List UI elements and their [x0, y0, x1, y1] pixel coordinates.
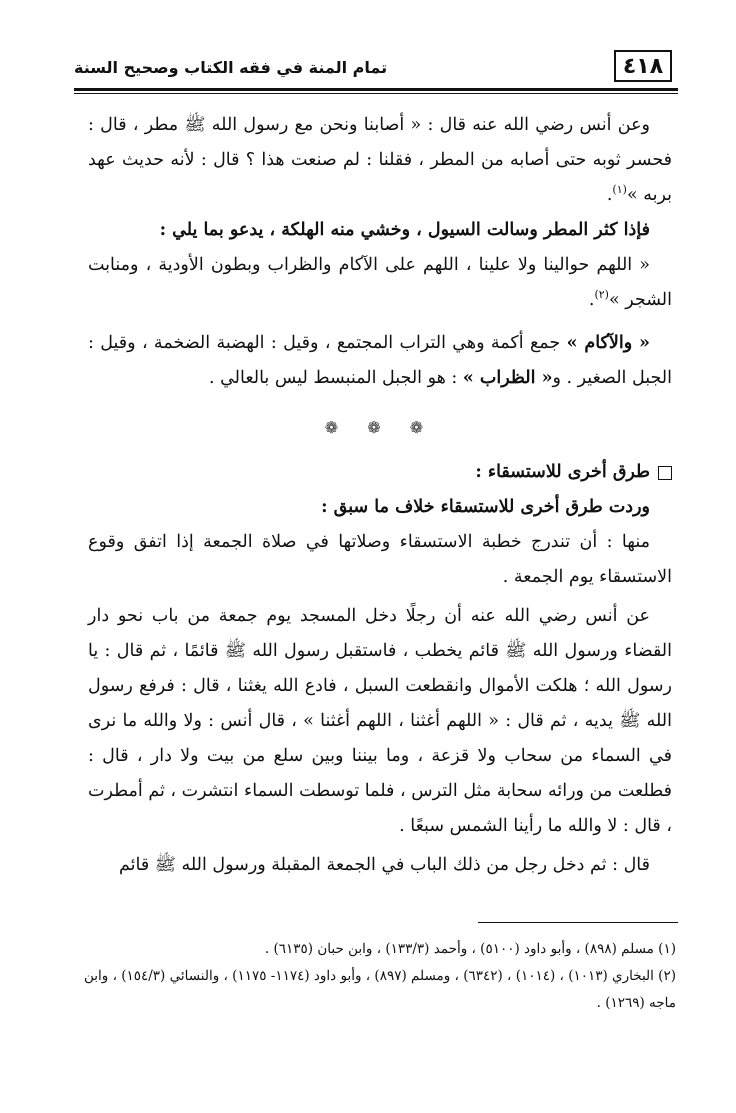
section-heading	[88, 455, 672, 490]
footnote-ref-2: (٢)	[594, 288, 609, 302]
dua-text: « اللهم حوالينا ولا علينا ، اللهم على الآكام والظراب وبطون الأودية ، ومنابت الشجر »	[88, 255, 672, 310]
running-title: تمام المنة في فقه الكتاب وصحيح السنة	[74, 58, 388, 77]
footnote-2: (٢) البخاري (١٠١٣) ، (١٠١٤) ، (٦٣٤٢) ، ومسلم (٨٩٧) ، وأبو داود (١١٧٤- ١١٧٥) ، والنسائي (١٥٤/٣) ، وابن ماجه (١٢٦٩) .	[83, 968, 676, 1011]
paragraph-text: وعن أنس رضي الله عنه قال : « أصابنا ونحن مع رسول الله ﷺ مطر ، قال : فحسر ثوبه حتى أصابه من المطر ، فقلنا : لم صنعت هذا ؟ قال : لأنه حديث عهد بربه »	[88, 115, 672, 205]
term-akam: « والآكام »	[566, 333, 650, 353]
section-ornament: ❁ ❁ ❁	[324, 418, 436, 437]
section-heading-text: طرق أخرى للاستسقاء :	[475, 462, 650, 482]
footnote-divider	[478, 922, 678, 923]
paragraph-anas-rain	[88, 108, 672, 213]
paragraph-anas-hadith: عن أنس رضي الله عنه أن رجلًا دخل المسجد يوم جمعة من باب نحو دار القضاء ورسول الله ﷺ قائم يخطب ، فاستقبل رسول الله ﷺ قائمًا ، ثم قال : يا رسول الله ؛ هلكت الأموال وانقطعت السبل ، فادع الله يغثنا ، قال : فرفع رسول الله ﷺ يديه ، ثم قال : « اللهم أغثنا ، اللهم أغثنا » ، قال أنس : ولا والله ما نرى في السماء من سحاب ولا قزعة ، وما بيننا وبين سلع من بيت ولا دار ، قال : فطلعت من ورائه سحابة مثل الترس ، فلما توسطت السماء انتشرت ، ثم أمطرت ، قال : لا والله ما رأينا الشمس سبعًا .	[88, 606, 672, 836]
header-rule-thick	[74, 88, 678, 91]
page-number: ٤١٨	[614, 50, 672, 82]
page-header	[74, 48, 678, 94]
footnote-1: (١) مسلم (٨٩٨) ، وأبو داود (٥١٠٠) ، وأحمد (١٣٣/٣) ، وابن حبان (٦١٣٥) .	[264, 941, 676, 957]
paragraph-heavy-rain: فإذا كثر المطر وسالت السيول ، وخشي منه الهلكة ، يدعو بما يلي :	[159, 220, 650, 240]
definition-zirab: : هو الجبل المنبسط ليس بالعالي .	[208, 368, 463, 388]
main-text	[88, 108, 672, 883]
footnote-ref-1: (١)	[612, 183, 627, 197]
footnotes	[76, 936, 676, 1017]
paragraph-definitions	[88, 326, 672, 396]
sub-heading: وردت طرق أخرى للاستسقاء خلاف ما سبق :	[321, 497, 650, 517]
paragraph-friday-sermon: منها : أن تندرج خطبة الاستسقاء وصلاتها في صلاة الجمعة إذا اتفق وقوع الاستسقاء يوم الجمعة .	[88, 532, 672, 587]
paragraph-dua	[88, 248, 672, 318]
paragraph-end: .	[606, 185, 613, 205]
term-zirab: « الظراب »	[462, 368, 553, 388]
paragraph-end: .	[588, 290, 595, 310]
square-bullet-icon	[658, 466, 672, 480]
header-rule-thin	[74, 93, 678, 94]
definition-akam: جمع أكمة وهي التراب المجتمع ، وقيل : الهضبة الضخمة ، وقيل : الجبل الصغير . و	[88, 333, 672, 388]
paragraph-next-friday: قال : ثم دخل رجل من ذلك الباب في الجمعة المقبلة ورسول الله ﷺ قائم	[119, 855, 650, 875]
